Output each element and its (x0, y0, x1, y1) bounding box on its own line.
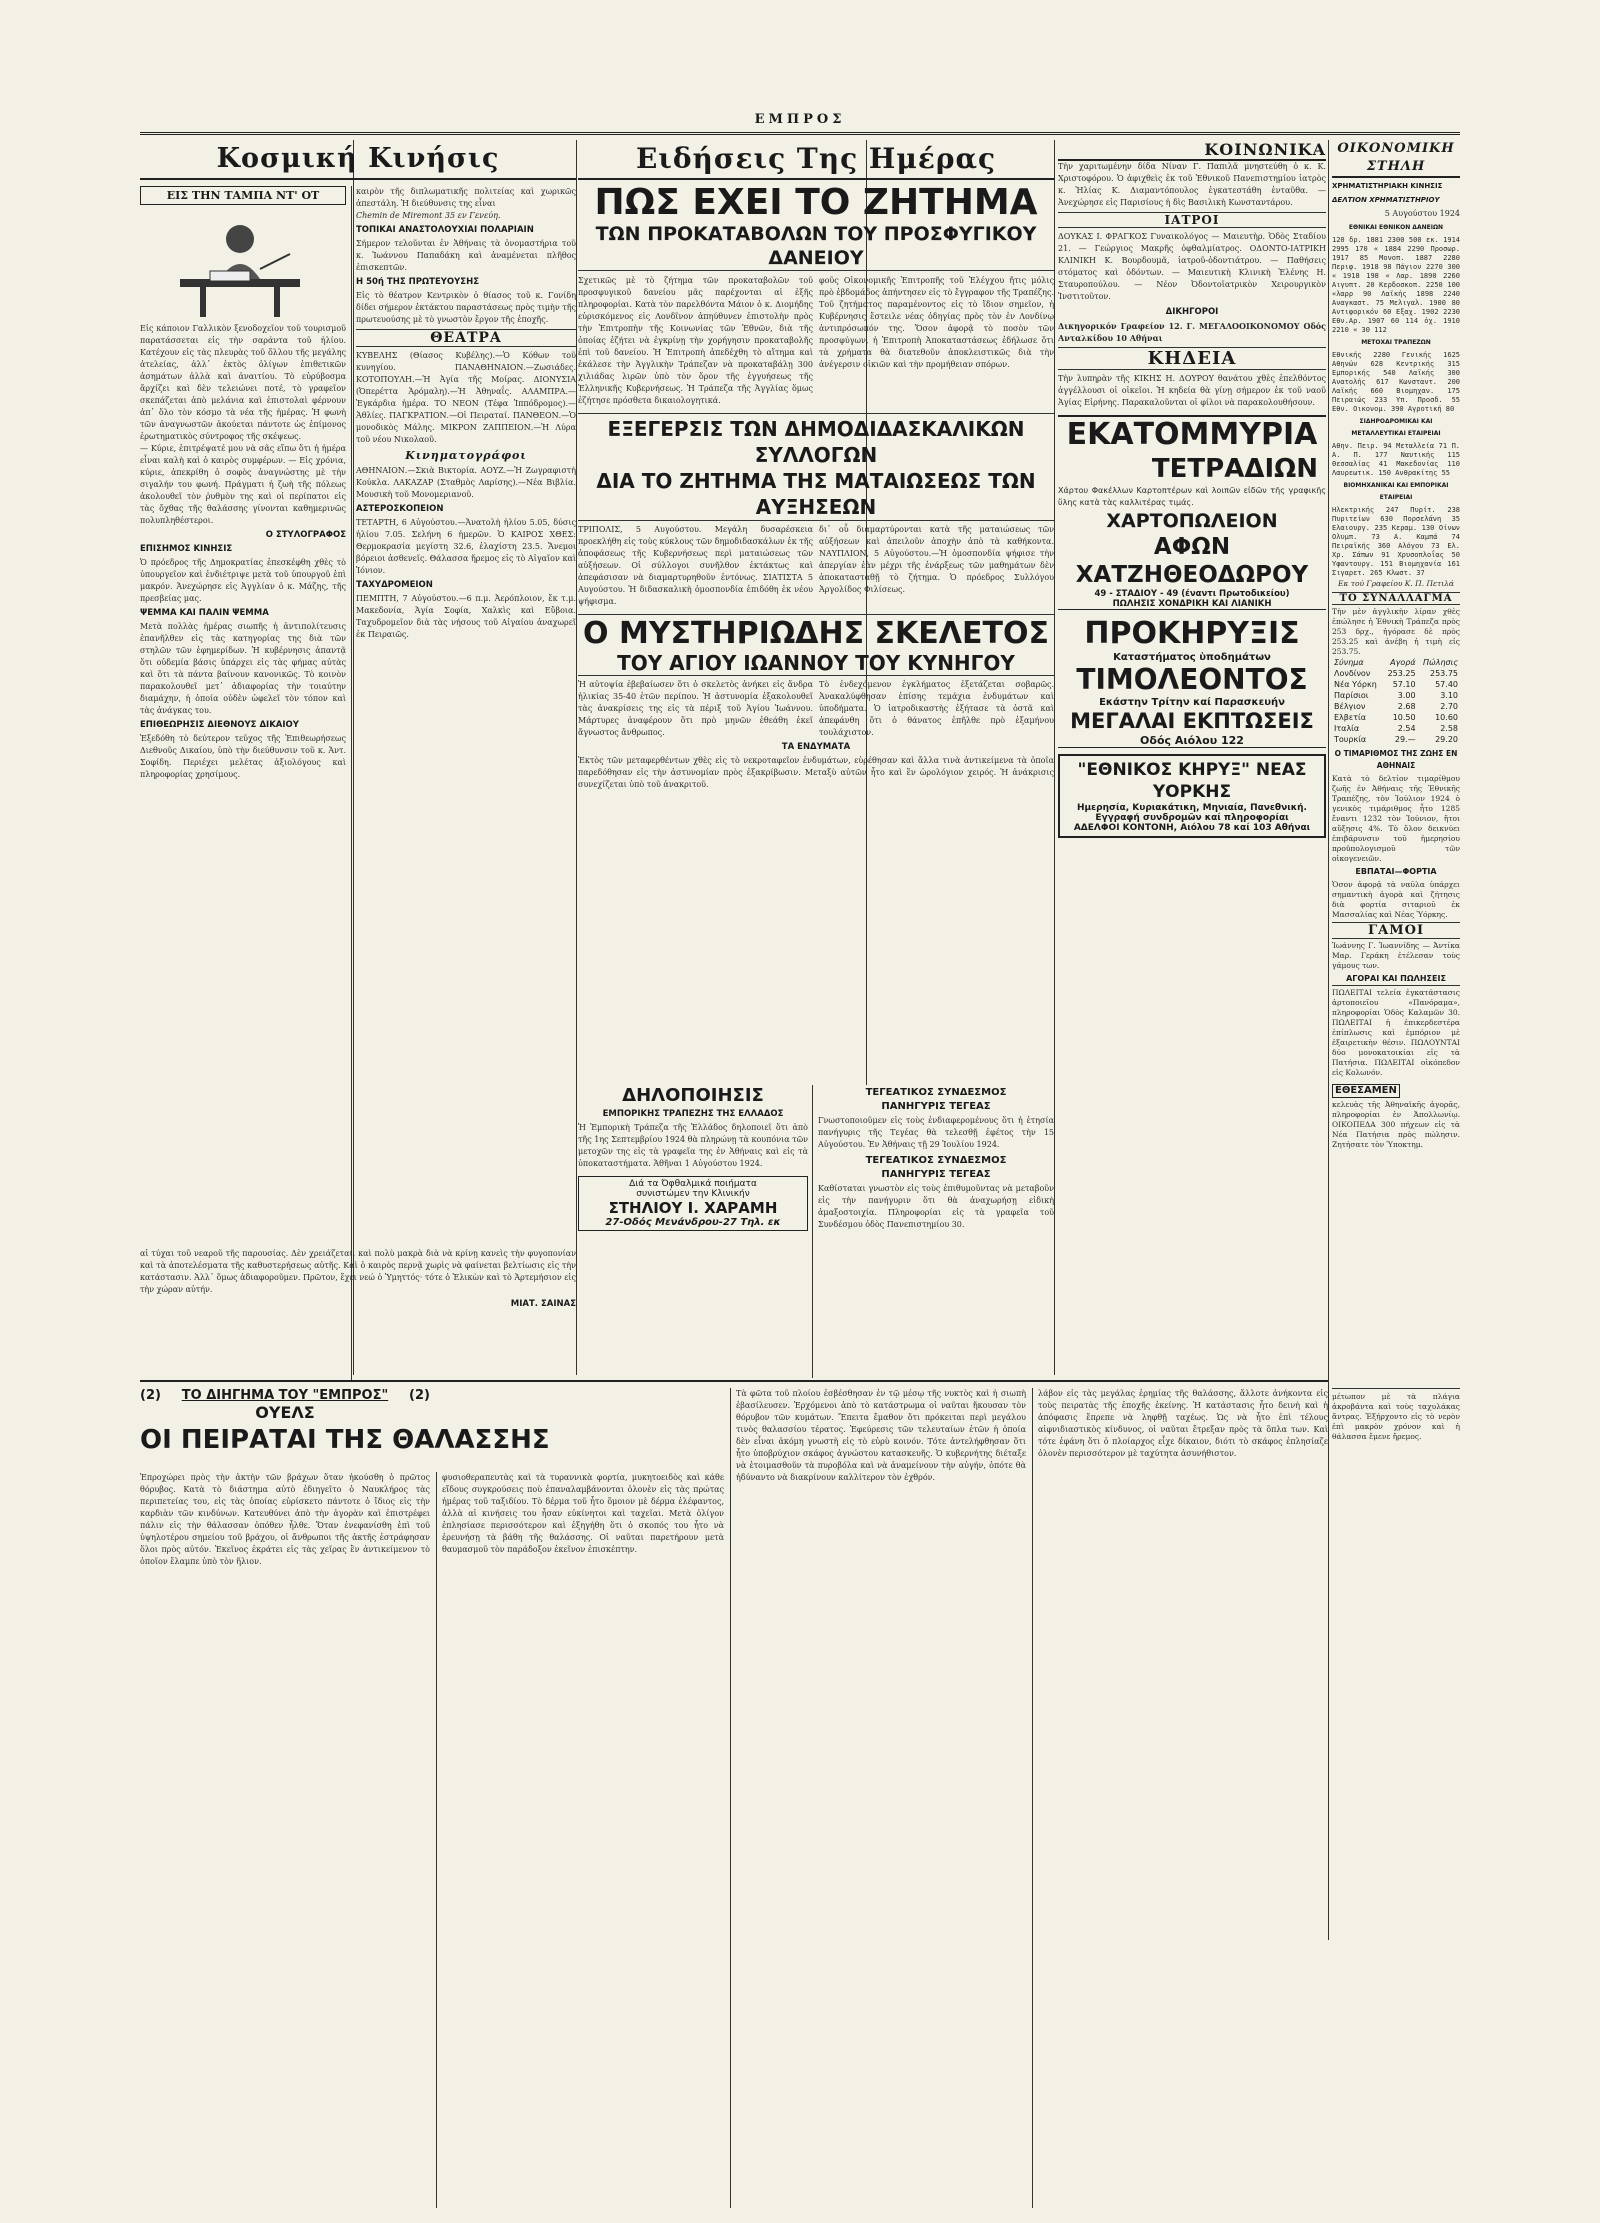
writer-illustration (140, 209, 346, 319)
declaration-notice (578, 1085, 808, 1378)
subheading: ΨΕΜΜΑ ΚΑΙ ΠΑΛΙΝ ΨΕΜΜΑ (140, 608, 269, 618)
fx-currency: Βέλγιον (1334, 702, 1366, 711)
industry-table: Ηλεκτρικής 247 Πυρίτ. 238 Πυριτείων 630 Πορσελάνη 35 Ελαιουργ. 235 Κεραμ. 130 Οίνων Ολυμπ. 73 Α. Καμπά 74 Πειραϊκής 360 Αλόγου 73 Ελ. Χρ. Σάπων 91 Χρυσοπλοΐας 50 Υφαντουργ. 151 Βιομηχανία 161 Σιγαρετ. 265 Κλωστ. 37 (1332, 506, 1460, 577)
funeral-heading: ΚΗΔΕΙΑ (1058, 347, 1326, 370)
fx-sell: 2.70 (1440, 702, 1458, 711)
column-rule (1054, 140, 1055, 1375)
fx-table (1332, 657, 1460, 745)
subheading: ΜΕΤΟΧΑΙ ΤΡΑΠΕΖΩΝ (1361, 339, 1431, 346)
subheading: ΣΙΔΗΡΟΔΡΟΜΙΚΑΙ ΚΑΙ ΜΕΤΑΛΛΕΥΤΙΚΑΙ ΕΤΑΙΡΕΙΑΙ (1351, 418, 1441, 437)
headline-sub: ΔΙΑ ΤΟ ΖΗΤΗΜΑ ΤΗΣ ΜΑΤΑΙΩΣΕΩΣ ΤΩΝ ΑΥΞΗΣΕΩΝ (578, 468, 1054, 521)
notice-title: ΔΗΛΟΠΟΙΗΣΙΣ (622, 1085, 764, 1106)
serial-body: λάβον εἰς τὰς μεγάλας ἐρημίας τῆς θαλάσσης, ἄλλοτε ἀνήκοντα εἰς τοὺς πειρατὰς τῆς ἐποχῆς ἐκείνης. Ἡ κατάστασις ἦτο δεινὴ καὶ ἡ ἀπόφασις ἔπρεπε νὰ ληφθῇ ταχέως. Ὡς νὰ ἦτο ἐπὶ τέλους αἰφνιδιαστικὸς κίνδυνος, οἱ ναῦται ἔτρεξαν πρὸς τὰ ὅπλα των. Καὶ τότε ἐφάνη ὅτι ὁ πλοίαρχος εἶχε δίκαιον, διότι τὸ σκάφος ἐπλησίαζε ὁλονὲν περισσότερον μὲ ταχύτητα ἀσυνήθιστον. (1038, 1389, 1328, 1458)
section-title: ΟΙΚΟΝΟΜΙΚΗ ΣΤΗΛΗ (1332, 140, 1460, 178)
fx-buy: 29.— (1394, 735, 1416, 744)
social-section (1058, 140, 1326, 1380)
article-body: Ἡ αὐτοψία ἐβεβαίωσεν ὅτι ὁ σκελετὸς ἀνήκει εἰς ἄνδρα ἡλικίας 35-40 ἐτῶν περίπου. Ἡ ἀστυνομία ἐξακολουθεῖ τὰς ἀνακρίσεις της εἰς τὰ πέριξ τοῦ Ἁγίου Ἰωάννου. Μάρτυρες ἀναφέρουν ὅτι πρὸ μηνῶν ἐθεάθη ἐκεῖ ἄγνωστος ἄνθρωπος. (578, 680, 813, 737)
article-body: καιρὸν τῆς διπλωματικῆς πολιτείας καὶ χωρικῶς ἀπεστάλη. Ἡ διεύθυνσις της εἶναι (356, 187, 576, 208)
fx-buy: 10.50 (1392, 713, 1416, 722)
fx-sell: 253.75 (1430, 669, 1458, 678)
notebooks-ad: ΕΚΑΤΟΜΜΥΡΙΑ ΤΕΤΡΑΔΙΩΝ Χάρτου Φακέλλων Καρτοπτέρων καὶ λοιπῶν εἰδῶν τῆς γραφικῆς ὕλης κατὰ τὰς καλλιτέρας τιμάς. ΧΑΡΤΟΠΩΛΕΙΟΝ ΑΦΩΝ ΧΑΤΖΗΘΕΟΔΩΡΟΥ 49 - ΣΤΑΔΙΟΥ - 49 (έναντι Πρωτοδικείου) ΠΩΛΗΣΙΣ ΧΟΝΔΡΙΚΗ ΚΑΙ ΛΙΑΝΙΚΗ (1058, 417, 1326, 609)
fx-row (1332, 690, 1460, 701)
fx-currency: Ιταλία (1334, 724, 1360, 733)
fx-buy: 3.00 (1397, 691, 1416, 700)
fx-buy: 253.25 (1387, 669, 1416, 678)
fx-header-row (1332, 657, 1460, 668)
column-rule (576, 140, 577, 1375)
lawyer-listing: Δικηγορικόν Γραφείον 12. Γ. ΜΕΓΑΛΟΟΙΚΟΝΟΜΟΥ Οδός Ανταλκίδου 10 Αθήναι (1058, 321, 1326, 343)
article-body: μέτωπον μὲ τὰ πλάγια ἀκροβάντα καὶ τοὺς ταχυλάκας ἄντρας. Ἐξήρχοντο εἰς τὸ νερὸν ἐπὶ μακρὸν χρόνον καὶ ἡ θάλασσα ἔμενε ἤρεμος. (1332, 1392, 1460, 1441)
article-body: δι᾽ οὗ διαμαρτύρονται κατὰ τῆς ματαιώσεως τῶν αὐξήσεων καὶ ἀπειλοῦν ἀποχὴν ἀπὸ τὰ καθήκοντα. ΝΑΥΠΛΙΟΝ, 5 Αὐγούστου.—Ἡ ὁμοσπονδία ψήφισε τὴν ἀπεργίαν ἐὰν μέχρι τῆς ἐνάρξεως τῶν μαθημάτων δὲν ἀποκατασταθῇ τὸ ζήτημα. Ὁ πρόεδρος Συλλόγου Ἀργολίδος Φιλίσεως. (819, 525, 1054, 594)
subheading: Ο ΤΙΜΑΡΙΘΜΟΣ ΤΗΣ ΖΩΗΣ ΕΝ ΑΘΗΝΑΙΣ (1334, 749, 1458, 770)
subheading: ΔΙΚΗΓΟΡΟΙ (1165, 307, 1219, 317)
fx-currency: Λονδίνον (1334, 669, 1371, 678)
subheading: ΕΠΙΣΗΜΟΣ ΚΙΝΗΣΙΣ (140, 544, 233, 554)
subheading: ΒΙΟΜΗΧΑΝΙΚΑΙ ΚΑΙ ΕΜΠΟΡΙΚΑΙ ΕΤΑΙΡΕΙΑΙ (1343, 482, 1449, 501)
fx-sell: 29.20 (1435, 735, 1458, 744)
optician-ad: Διά τα Όφθαλμικά ποιήματα συνιστώμεν την Κλινικήν ΣΤΗΛΙΟΥ Ι. ΧΑΡΑΜΗ 27-Οδός Μενάνδρου-27 Τηλ. εκ (578, 1176, 808, 1231)
classifieds: ΠΩΛΕΙΤΑΙ τελεία ἐγκατάστασις ἀρτοποιεῖου «Πανόραμα», πληροφορίαι Ὁδὸς Καλαμῶν 30. ΠΩΛΕΙΤΑΙ ἡ ἐπικερδεστέρα ἐπίπλωσις καὶ ἐμπόριον μὲ ἐξαιρετικὴν θέσιν. ΠΩΛΟΥΝΤΑΙ δύο μονοκατοικίαι εἰς τὰ Πατήσια. ΠΩΛΕΙΤΑΙ οἰκόπεδον εἰς Κολωνόν. (1332, 988, 1460, 1077)
article-body: Σήμερον τελοῦνται ἐν Ἀθήναις τὰ ὀνομαστήρια τοῦ κ. Ἰωάννου Παπαδάκη καὶ ἀναμένεται πλῆθος ἐπισκεπτῶν. (356, 239, 576, 272)
subheading: ΕΒΠΑΤΑΙ—ΦΟΡΤΙΑ (1355, 867, 1437, 876)
theatre-listing: ΚΥΒΕΛΗΣ (Θίασος Κυβέλης).—Ὁ Κόθων τοῦ κυνηγίου. ΠΑΝΑΘΗΝΑΙΟΝ.—Ζωσιάδες. ΚΟΤΟΠΟΥΛΗ.—Ἡ Ἀγία τῆς Μοίρας. ΔΙΟΝΥΣΙΑ (Ὀπερέττα Ἀρόμαλη).—Ἡ Ἀθηναΐς. ΑΛΑΜΠΡΑ.—Ἐγκάρδια ἡμέρα. ΤΟ ΝΕΟΝ (Τέφα Ἰππόδρομος).—Ἀθλίες. ΠΑΓΚΡΑΤΙΟΝ.—Οἱ Πειραταί. ΠΑΝΘΕΟΝ.—Ὁ μονοδικὸς Μάλης. ΜΙΚΡΟΝ ΖΑΠΠΕΙΟΝ.—Ἡ Λύρα τοῦ νέου Νικολαοῦ. (356, 351, 576, 444)
fx-row (1332, 723, 1460, 734)
notice-title: ΤΕΓΕΑΤΙΚΟΣ ΣΥΝΔΕΣΜΟΣ (865, 1155, 1007, 1166)
subheading: ΕΘΝΙΚΑΙ ΕΘΝΙΚΟΝ ΔΑΝΕΙΩΝ (1348, 224, 1444, 231)
article-body: ΤΡΙΠΟΛΙΣ, 5 Αυγούστου. Μεγάλη δυσαρέσκεια προεκλήθη εἰς τοὺς κύκλους τῶν δημοδιδασκάλων ἐκ τῆς ἀποφάσεως τῆς Κυβερνήσεως περὶ ματαιώσεως τῶν αὐξήσεων. Οἱ σύλλογοι συνῆλθον ἐκτάκτως καὶ ἀπεφάσισαν νὰ διαμαρτυρηθοῦν ἐντόνως. ΣΙΑΤΙΣΤΑ 5 Αυγούστου. Ἡ διδασκαλικὴ ὁμοσπονδία ἐπιδόθη ἐκ νέου ψήφισμα. (578, 525, 813, 606)
notice-body: Ἡ Ἐμπορικὴ Τράπεζα τῆς Ἑλλάδος δηλοποιεῖ ὅτι ἀπὸ τῆς 1ης Σεπτεμβρίου 1924 θὰ πληρώνῃ τὰ κουπόνια τῶν μετοχῶν της εἰς τὰ γραφεῖα της ἐν Ἀθήναις καὶ εἰς τὰ ὑποκαταστήματα. Ἀθῆναι 1 Αὐγούστου 1924. (578, 1123, 808, 1168)
source-note: Εκ τού Γραφείου Κ. Π. Πετιλά (1338, 579, 1454, 588)
fx-header: Σύνημα (1334, 658, 1364, 667)
cosmic-section (140, 140, 576, 1380)
article-body: Ἰωάννης Γ. Ἰωαννίδης — Ἀντίκα Μαρ. Γεράκη ἐτέλεσαν τοὺς γάμους των. (1332, 941, 1460, 970)
article-body: Τὴν λυπηρὰν τῆς ΚΙΚΗΣ Η. ΔΟΥΡΟΥ θανάτου χθὲς ἐπελθόντος ἀγγέλλουσι οἱ οἰκεῖοι. Ἡ κηδεία θὰ γίνῃ σήμερον ἐκ τοῦ ναοῦ Ἁγίας Εἰρήνης. Παρακαλοῦνται οἱ φίλοι νὰ παρακολουθήσουν. (1058, 374, 1326, 407)
fx-currency: Ελβετία (1334, 713, 1367, 722)
fx-sell: 10.60 (1435, 713, 1458, 722)
serial-body: φυσιοθεραπευτὰς καὶ τὰ τυραννικὰ φορτία, μυκητοειδὸς καὶ κάθε εἴδους συγκρούσεις ποὺ ἐπαναλαμβάνονται ὁλονὲν εἰς τὰς πρώτας ἡμέρας τοῦ ταξιδίου. Τὸ δέρμα τοῦ ἦτο ὅμοιον μὲ δέρμα ἐλέφαντος, ἀλλὰ αἱ κινήσεις του ἦσαν εὐκίνητοι καὶ ταχεῖαι. Μετὰ ὀλίγον ἐπλησίασε περισσότερον καὶ ἐξηγήθη ὅτι ὁ σκοπός του ἦτο νὰ ἐρευνήσῃ τὰ βάθη τῆς θαλάσσης. Οἱ ναῦται παρετήρουν μετὰ θαυμασμοῦ τὸν παράδοξον ἐκεῖνον ἐπισκέπτην. (442, 1473, 724, 1554)
fx-header: Πώλησις (1423, 658, 1458, 667)
section-rule (140, 1380, 1328, 1382)
article-body: Τὴν μὲν ἀγγλικὴν λίραν χθὲς ἐπώλησε ἡ Ἑθνικὴ Τράπεζα πρὸς 253 δρχ., ἠγόρασε δὲ πρὸς 253.25 καὶ ἀνέβη ἡ τιμὴ εἰς 253.75. (1332, 607, 1460, 656)
classifieds: κελευὰς τῆς Ἀθηναϊκῆς ἀγορᾶς, πληροφορίαι ἐν Ἀπολλωνίῳ. ΟΙΚΟΠΕΔΑ 300 πήχεων εἰς τὰ Νέα Πατήσια πρὸς πώλησιν. Ζητήσατε τὸν Ὑποκτημ. (1332, 1100, 1460, 1149)
fx-row (1332, 734, 1460, 745)
subheading: ΕΠΙΘΕΩΡΗΣΙΣ ΔΙΕΘΝΟΥΣ ΔΙΚΑΙΟΥ (140, 720, 299, 730)
notice-body: Γνωστοποιοῦμεν εἰς τοὺς ἐνδιαφερομένους ὅτι ἡ ἐτησία πανήγυρις τῆς Τεγέας θὰ τελεσθῇ ἐφέτος τὴν 15 Αὐγούστου. Ἐν Ἀθήναις τῇ 29 Ἰουλίου 1924. (818, 1116, 1054, 1149)
theatres-heading: ΘΕΑΤΡΑ (356, 329, 576, 347)
cosmic-col-1 (140, 186, 346, 1380)
fx-buy: 2.68 (1397, 702, 1416, 711)
fx-sell: 2.58 (1440, 724, 1458, 733)
subheading: Η 50ή ΤΗΣ ΠΡΩΤΕΥΟΥΣΗΣ (356, 277, 480, 287)
bulletin-date: 5 Αυγούστου 1924 (1384, 209, 1460, 218)
doctors-listing: ΔΟΥΚΑΣ Ι. ΦΡΑΓΚΟΣ Γυναικολόγος — Μαιευτὴρ. Ὁδὸς Σταδίου 21. — Γεώργιος Μακρῆς ὀφθαλμίατρος. ΟΔΟΝΤΟ-ΙΑΤΡΙΚΗ ΚΛΙΝΙΚΗ Κ. Βουρδουμᾶ, ἰατροῦ-ὀδοντιάτρου. — Παθήσεις στόματος καὶ ὀδόντων. — Μαιευτικὴ Κλινικὴ Ἑλένης Η. Σταυροπούλου. — Νέον Ὀδοντοϊατρικὸν Χειρουργικὸν Ἰνστιτοῦτον. (1058, 232, 1326, 301)
notice-subtitle: ΠΑΝΗΓΥΡΙΣ ΤΕΓΕΑΣ (881, 1101, 991, 1112)
signature: Ο ΣΤΥΛΟΓΡΑΦΟΣ (265, 530, 346, 540)
article-body: ΠΕΜΠΤΗ, 7 Αὐγούστου.—6 π.μ. Ἀερόπλοιον, ἔκ τ.μ. Μακεδονία, Ἁγία Σοφία, Χαλκὶς καὶ Εὔβοια. Ταχυδρομεῖον διὰ τὰς νήσους τοῦ Αἰγαίου ἀναχωρεῖ ἐκ Πειραιῶς. (356, 594, 576, 639)
headline: Ο ΜΥΣΤΗΡΙΩΔΗΣ ΣΚΕΛΕΤΟΣ (583, 616, 1049, 651)
fx-sell: 57.40 (1435, 680, 1458, 689)
serial-body: Ἐπροχώρει πρὸς τὴν ἀκτὴν τῶν βράχων ὅταν ἠκούσθη ὁ πρῶτος θόρυβος. Κατὰ τὸ διάστημα αὐτὸ ἐδιηγεῖτο ὁ Ναυκλήρος τὰς περιπετείας του, εἰς τὰς ὁποίας εὑρίσκετο πάντοτε ὁ ἴδιος εἰς τὴν καρδιὰν τῶν κινδύνων. Κατευθύνει ἀπὸ τὴν ἀγορὰν καὶ ἐπιστρέφει πάλιν εἰς τὴν θάλασσαν ὁπόθεν ἦλθε. Ὅταν ἐνεφανίσθη ἐπὶ τοῦ ὑψηλοτέρου σημείου τοῦ βράχου, οἱ ἄνθρωποι τῆς ἀκτῆς ἐστράφησαν ὅλοι πρὸς αὐτόν. Ἐκεῖνος ἐκράτει εἰς τὰς χεῖρας ἓν ἀντικείμενον τὸ ὁποῖον ἔλαμπε ὑπὸ τὸν ἥλιον. (140, 1473, 430, 1566)
cinema-heading: Κινηματογράφοι (405, 449, 527, 462)
article-body: ΤΕΤΑΡΤΗ, 6 Αὐγούστου.—Ἀνατολὴ ἡλίου 5.05, δύσις ἡλίου 7.05. Σελήνη 6 ἡμερῶν. Ὁ ΚΑΙΡΟΣ ΧΘΕΣ: Θερμοκρασία μεγίστη 32.6, ἐλαχίστη 23.5. Ἄνεμοι βόρειοι ἀσθενεῖς. Θάλασσα ἤρεμος εἰς τὸ Αἰγαῖον καὶ Ἰόνιον. (356, 518, 576, 575)
fx-header: Αγορά (1390, 658, 1416, 667)
signature: ΜΙΑΤ. ΣΑΙΝΑΣ (510, 1299, 576, 1309)
loans-table: 120 δρ. 1881 2300 500 εκ. 1914 2995 170 « 1884 2290 Προσωρ. 1917 85 Μονοπ. 1887 2280 Περιφ. 1918 98 Πάγιον 2270 300 « 1918 198 « Λαρ. 1890 2260 Αιγυπτ. 20 Κερδοσκοπ. 2250 100 «λαρρ 90 Λαϊκής 1898 2240 Αναγκαστ. 75 Μελιγαλ. 1900 80 Αντιφορικόν 60 Εξαχ. 1902 2230 Εθν.Αρ. 1907 60 114 ὀχ. 1910 2210 « 30 112 (1332, 236, 1460, 334)
article-body: Τὸ ἐνδεχόμενον ἐγκλήματος ἐξετάζεται σοβαρῶς. Ἀνακαλύφθησαν ἐπίσης τεμάχια ἐνδυμάτων καὶ ὑποδήματα. Ὁ ἰατροδικαστὴς ἐξήτασε τὰ ὀστᾶ καὶ ἀπεφάνθη ὅτι ὁ θάνατος ἐπῆλθε πρὸ ἑξαμήνου τουλάχιστον. (819, 680, 1054, 737)
article-body: Μετὰ πολλὰς ἡμέρας σιωπῆς ἡ ἀντιπολίτευσις ἐπανῆλθεν εἰς τὰς κατηγορίας της διὰ τῶν στηλῶν τῶν ἐφημερίδων. Ἡ κυβέρνησις ἀπαντᾷ ὅτι οὐδεμία βάσις ὑπάρχει εἰς τὰς φήμας αὐτὰς καὶ ὅτι τὰ πάντα βαίνουν κανονικῶς. Τὸ κοινὸν παρακολουθεῖ μετ᾽ ἀδιαφορίας τὴν τοιαύτην διαμάχην, ἡ ὁποία οὐδὲν ὠφελεῖ τὸν τόπον καὶ τὰς ἀνάγκας του. (140, 622, 346, 715)
cinema-listing: ΑΘΗΝΑΙΟΝ.—Σκιὰ Βικτορία. ΑΟΥΖ.—Ἡ Ζωγραφιστὴ Κούκλα. ΛΑΚΑΖΑΡ (Σταθμὸς Λαρίσης).—Νέα Βιβλία. Μουσικὴ τοῦ Μονομεριανοῦ. (356, 466, 576, 499)
fx-row (1332, 679, 1460, 690)
fx-row (1332, 701, 1460, 712)
section-title: ΚΟΙΝΩΝΙΚΑ (1058, 140, 1326, 161)
classified-heading: ΕΘΕΣΑΜΕΝ (1332, 1084, 1400, 1098)
serial-marker: (2) (140, 1388, 161, 1403)
article-body: Εἰς κάποιον Γαλλικὸν ξενοδοχεῖον τοῦ τουρισμοῦ παρατάσσεται εἰς τὴν σαράντα τοῦ ἡλίου. Κατέχουν εἰς τὰς πλευρὰς τοῦ ὄλλου τῆς μεγάλης ἀτελείας, ἀλλ᾽ ἐκτὸς ὀλίγων ἐπιθετικῶν ἀσημάτων ἀλλὰ καὶ ἀναιτίου. Τὸ εὐρύβοσμα ἄρχίζει καὶ δὲν τελειώνει ποτέ, τὸ γραφεῖον σκεπάζεται ἀπὸ μελάνια καὶ ἐπιστολαὶ φέρνουν ἀπ᾽ ὅλο τὸν κόσμο τὰ νέα τῆς ἡμέρας. Ἡ φωνὴ τῶν ἀναγνωστῶν ἀκούεται πάντοτε ὡς ἐπίμονος ἐρωτηματικὸς σύντροφος τῆς σκέψεως. (140, 324, 346, 441)
article-body: φοῦς Οἰκονομικῆς Ἐπιτροπῆς τοῦ Ἐλέγχου ἤτις μόλις πρὸ ἑβδομάδος ἀπήντησεν εἰς τὸ ἔγγραφον τῆς Τραπέζης. Τοῦ ζητήματος παραμένοντος εἰς τὸ ἴδιον σημεῖον, ἡ Κυβέρνησις ἔστειλε νέας ὁδηγίας πρὸς τὸν ἐν Λονδίνῳ ἀντιπρόσωπόν της. Ὅσον ἀφορᾷ τὸ ποσὸν τῶν προσφύγων, ἡ Ἐπιτροπὴ Ἀποκαταστάσεως ἐδήλωσε ὅτι τὰ χρήματα θὰ διατεθοῦν ἀποκλειστικῶς διὰ τὴν ἀνέγερσιν οἰκιῶν καὶ τὴν προμήθειαν σπόρων. (819, 276, 1054, 369)
economy-bottom (1332, 1392, 1460, 1912)
subheading: ΑΓΟΡΑΙ ΚΑΙ ΠΩΛΗΣΕΙΣ (1332, 973, 1460, 986)
serial-section (140, 1388, 1328, 2208)
article-body: Ἐξεδόθη τὸ δεύτερον τεῦχος τῆς Ἐπιθεωρήσεως Διεθνοῦς Δικαίου, ὑπὸ τὴν διεύθυνσιν τοῦ κ. Ἀντ. Σοφίδη. Περιέχει μελέτας ἀξιολόγους καὶ πληροφορίας χρησίμους. (140, 734, 346, 779)
doctors-heading: ΙΑΤΡΟΙ (1058, 212, 1326, 228)
serial-marker: (2) (409, 1388, 430, 1403)
fx-currency: Νέα Υόρκη (1334, 680, 1377, 689)
fx-buy: 57.10 (1392, 680, 1416, 689)
fx-row (1332, 668, 1460, 679)
article-body: Ὁ πρόεδρος τῆς Δημοκρατίας ἐπεσκέφθη χθὲς τὸ ὑπουργεῖον καὶ ἐνδιέτριψε μετὰ τοῦ ὑπουργοῦ ἐπὶ μακρόν. Ἀνεχώρησε εἰς Ἀγγλίαν ὁ κ. Μάζης, τῆς πρεσβείας μας. (140, 558, 346, 603)
serial-header (140, 1388, 430, 1403)
cosmic-col-2 (356, 186, 576, 1380)
timoleon-ad: ΠΡΟΚΗΡΥΞΙΣ Καταστήματος ὑποδημάτων ΤΙΜΟΛΕΟΝΤΟΣ Εκάστην Τρίτην καί Παρασκευήν ΜΕΓΑΛΑΙ ΕΚΠΤΩΣΕΙΣ Οδός Αιόλου 122 (1058, 616, 1326, 748)
article-body: Ὁσον ἀφορᾷ τὰ ναῦλα ὑπάρχει σημαντικὴ ἀγορὰ καὶ ζήτησις διὰ φορτία σιταριοῦ ἐκ Μασσαλίας καὶ Νέας Ὑόρκης. (1332, 880, 1460, 919)
cosmic-continuation (140, 1248, 576, 1378)
feature-title: ΕΙΣ ΤΗΝ ΤΑΜΠΑ ΝΤ' ΟΤ (140, 186, 346, 205)
headline-sub: ΤΩΝ ΠΡΟΚΑΤΑΒΟΛΩΝ ΤΟΥ ΠΡΟΣΦΥΓΙΚΟΥ ΔΑΝΕΙΟΥ (578, 222, 1054, 271)
serial-series: ΤΟ ΔΙΗΓΗΜΑ ΤΟΥ "ΕΜΠΡΟΣ" (181, 1388, 389, 1403)
column-rule (1328, 140, 1329, 1940)
fx-heading: ΤΟ ΣΥΝΑΛΛΑΓΜΑ (1332, 592, 1460, 605)
article-body: Τὴν χαριτωμένην δίδα Νίναν Γ. Παπιλᾶ μνηστεύθη ὁ κ. Κ. Χριστοφόρου. Ὁ ἀφιχθεὶς ἐκ τοῦ Ἐθνικοῦ Πανεπιστημίου ἰατρὸς κ. Ἠλίας Κ. Διαμαντόπουλος ἐγκατεστάθη ἐνταῦθα. — Ἀνεχώρησε εἰς Παρισίους ἡ δὶς Βασιλικὴ Κωνσταντάρου. (1058, 162, 1326, 207)
notice-title: ΤΕΓΕΑΤΙΚΟΣ ΣΥΝΔΕΣΜΟΣ (865, 1087, 1007, 1098)
banks-table: Εθνικής 2280 Γενικής 1625 Αθηνών 628 Κεντρικής 315 Εμπορικής 540 Λαϊκής 300 Ανατολής 617 Κωνσταντ. 200 Λαϊκής 660 Βιομηχαν. 175 Πειραιώς 233 Υπ. Προσδ. 55 Εθν. Οικονομ. 390 Αγροτική 80 (1332, 351, 1460, 413)
serial-author: ΟΥΕΛΣ (255, 1403, 315, 1422)
notice-body: Καθίσταται γνωστὸν εἰς τοὺς ἐπιθυμοῦντας νὰ μεταβοῦν εἰς τὴν πανήγυριν ὅτι θὰ ἀναχωρήσῃ εἰδικὴ ἁμαξοστοιχία. Πληροφορίαι εἰς τὰ γραφεῖα τοῦ Συνδέσμου ὁδὸς Πανεπιστημίου 30. (818, 1184, 1054, 1229)
section-title: Ειδήσεις Της Ημέρας (578, 140, 1054, 180)
address: Chemin de Miremont 35 εν Γενεύη. (356, 211, 501, 220)
fx-currency: Παρίσιοι (1334, 691, 1369, 700)
subheading: ΑΣΤΕΡΟΣΚΟΠΕΙΟΝ (356, 504, 444, 514)
fx-sell: 3.10 (1440, 691, 1458, 700)
serial-title: ΟΙ ΠΕΙΡΑΤΑΙ ΤΗΣ ΘΑΛΑΣΣΗΣ (140, 1425, 550, 1455)
rail-table: Αθην. Πειρ. 94 Μεταλλεία 71 Π. Α. Π. 177 Ναυτικής 115 Θεσσαλίας 41 Μακεδονίας 110 Λαυρεωτικ. 150 Ανθρακίτης 55 (1332, 442, 1460, 477)
article-body: Εἰς τὸ θέατρον Κεντρικὸν ὁ θίασος τοῦ κ. Γονίδη δίδει σήμερον ἐκτάκτου παραστάσεως πρὸς τιμὴν τῆς πρωτευούσης μὲ τὸ γνωστὸν ἔργον τῆς ἐποχῆς. (356, 291, 576, 324)
subheading: ΧΡΗΜΑΤΙΣΤΗΡΙΑΚΗ ΚΙΝΗΣΙΣ (1332, 182, 1443, 190)
fx-row (1332, 712, 1460, 723)
subheading: ΔΕΛΤΙΟΝ ΧΡΗΜΑΤΙΣΤΗΡΙΟΥ (1332, 196, 1440, 204)
weddings-heading: ΓΑΜΟΙ (1332, 922, 1460, 939)
headline: ΠΩΣ ΕΧΕΙ ΤΟ ΖΗΤΗΜΑ (594, 182, 1038, 223)
article-body: — Κύριε, ἐπιτρέψατέ μου νὰ σᾶς εἴπω ὅτι ἡ ἡμέρα εἶναι καλὴ καὶ ὁ καιρὸς συμφέρων. — Εἰς χρόνια, κύριε, ἀπεκρίθη ὁ σοφὸς ἀναγνώστης μὲ τὴν σιγαλήν του φωνή. Πράγματι ἡ ζωὴ τῆς πόλεως ἀκολουθεῖ τὸν ῥυθμὸν της καὶ οἱ περίπατοι εἰς τὰς ὄχθας τῆς θαλάσσης γίνονται καθημερινῶς πολυπληθέστεροι. (140, 444, 346, 525)
section-title: Κοσμική Κινήσις (140, 140, 576, 180)
article-body: Σχετικῶς μὲ τὸ ζήτημα τῶν προκαταβολῶν τοῦ προσφυγικοῦ δανείου μᾶς παρέχονται αἱ ἑξῆς πληροφορίαι. Κατὰ τὸν παρελθόντα Μάιον ὁ κ. Διομήδης εὑρισκόμενος εἰς Λονδῖνον ἀπηύθυνεν ἐπιστολὴν πρὸς τὴν Ἐπιτροπὴν τῆς Κοινωνίας τῶν Ἐθνῶν, διὰ τῆς ὁποίας ἐζήτει νὰ ἐγκρίνῃ τὴν χορήγησιν προκαταβολῆς ἐπὶ τοῦ δανείου. Ἡ Ἐπιτροπὴ ἀπεδέχθη τὸ αἴτημα καὶ ἐκάλεσε τὴν Ἀγγλικὴν Τράπεζαν νὰ προκαταβάλῃ 300 χιλιάδας λιρῶν ὑπὸ τὸν ὅρον τῆς ἐγγυήσεως τῆς Ἑλληνικῆς Κυβερνήσεως. Ἡ Τράπεζα τῆς Ἀγγλίας ὅμως ἐζήτησε πρόσθετα δικαιολογητικά. (578, 276, 813, 405)
subheading: ΤΑ ΕΝΔΥΜΑΤΑ (781, 742, 851, 752)
subheading: ΤΑΧΥΔΡΟΜΕΙΟΝ (356, 580, 433, 590)
notice-subtitle: ΠΑΝΗΓΥΡΙΣ ΤΕΓΕΑΣ (881, 1169, 991, 1180)
serial-body: Τὰ φῶτα τοῦ πλοίου ἐσβέσθησαν ἐν τῷ μέσῳ τῆς νυκτὸς καὶ ἡ σιωπὴ ἐβασίλευσεν. Ἐρχόμενοι ἀπὸ τὸ κατάστρωμα οἱ ναῦται ἤκουσαν τὸν θόρυβον τῶν κυμάτων. Ἔπειτα ἔμαθον ὅτι πρόκειται περὶ μεγάλου τινὸς θαλασσίου τέρατος. Ἐφεύρεσις τῶν τελευταίων ἐτῶν ἡ ὁποία δὲν εἶναι ἀκόμη γνωστὴ εἰς τὸ εὐρὺ κοινόν. Τότε ἀντελήφθησαν ὅτι ἦτο ὑποβρύχιον σκάφος ἀγνώστου κατασκευῆς. Ὁ κυβερνήτης διέταξε νὰ ἑτοιμασθοῦν τὰ πυροβόλα καὶ νὰ ἀναμείνουν τὴν αὐγήν, ὁπότε θὰ ἠδύναντο νὰ διακρίνουν καλλίτερον τὸν ἐχθρόν. (736, 1389, 1026, 1482)
headline-sub: ΤΟΥ ΑΓΙΟΥ ΙΩΑΝΝΟΥ ΤΟΥ ΚΥΝΗΓΟΥ (578, 651, 1054, 676)
fx-currency: Τουρκία (1334, 735, 1367, 744)
subheading: ΤΟΠΙΚΑΙ ΑΝΑΣΤΟΛΟΥΧΙΑΙ ΠΟΛΑΡΙΑΙΝ (356, 225, 534, 235)
kyrix-ad: "ΕΘΝΙΚΟΣ ΚΗΡΥΞ" ΝΕΑΣ ΥΟΡΚΗΣ Ημερησία, Κυριακάτικη, Μηνιαία, Πανεθνική. Εγγραφή συνδρομῶν καί πληροφορίαι ΑΔΕΛΦΟΙ ΚΟΝΤΟΝΗ, Αιόλου 78 καί 103 Αθήναι (1058, 754, 1326, 838)
headline: ΕΞΕΓΕΡΣΙΣ ΤΩΝ ΔΗΜΟΔΙΔΑΣΚΑΛΙΚΩΝ ΣΥΛΛΟΓΩΝ (607, 417, 1025, 467)
notice-subtitle: ΕΜΠΟΡΙΚΗΣ ΤΡΑΠΕΖΗΣ ΤΗΣ ΕΛΛΑΔΟΣ (602, 1109, 784, 1119)
tegea-notices (818, 1085, 1054, 1378)
article-body: Ἐκτὸς τῶν μεταφερθέντων χθὲς εἰς τὸ νεκροταφεῖον ἐνδυμάτων, εὑρέθησαν καὶ ἄλλα τινὰ ἀντικείμενα τὰ ὁποῖα παρεδόθησαν εἰς τὴν ἀστυνομίαν πρὸς ἐξακρίβωσιν. Μεταξὺ αὐτῶν ἦτο καὶ ἓν ὡρολόγιον χειρός. Ἡ ἀνάκρισις συνεχίζεται ὑπὸ τοῦ ἀνακριτοῦ. (578, 756, 1054, 789)
article-body: Κατὰ τὸ δελτίον τιμαρίθμου ζωῆς ἐν Ἀθήναις τῆς Ἐθνικῆς Τραπέζης, τὸν Ἰούλιον 1924 ὁ γενικὸς τιμάριθμος ἦτο 1285 ἔναντι 1232 τὸν Ἰούνιον, ἥτοι αὔξησις 4%. Τὸ ὅλον δεικνύει ἐπιβάρυνσιν τοῦ ἡμερησίου προϋπολογισμοῦ τῶν οἰκογενειῶν. (1332, 774, 1460, 863)
fx-buy: 2.54 (1397, 724, 1416, 733)
masthead: ΕΜΠΡΟΣ (140, 112, 1460, 135)
article-body: αἱ τύχαι τοῦ νεαροῦ τῆς παρουσίας. Δὲν χρειάζεται, καὶ πολὺ μακρὰ διὰ νὰ κρίνῃ κανεὶς τὴν φυγοπονίαν καὶ τὰ ἀποτελέσματα τῆς καθυστερήσεως αὐτῆς. Καὶ ὁ καιρὸς περνᾷ χωρὶς νὰ φαίνεται βελτίωσις εἰς τὴν κατάστασιν. Ἀλλ᾽ ὅμως ἀδιαφοροῦμεν. Πρῶτον, ἔχει νεώ ὁ Ὑμηττός· τότε ὁ Ἑλικὼν καὶ τὸ Ἀρτεμήσιον εἰς τὴν χώραν αὐτήν. (140, 1249, 576, 1294)
